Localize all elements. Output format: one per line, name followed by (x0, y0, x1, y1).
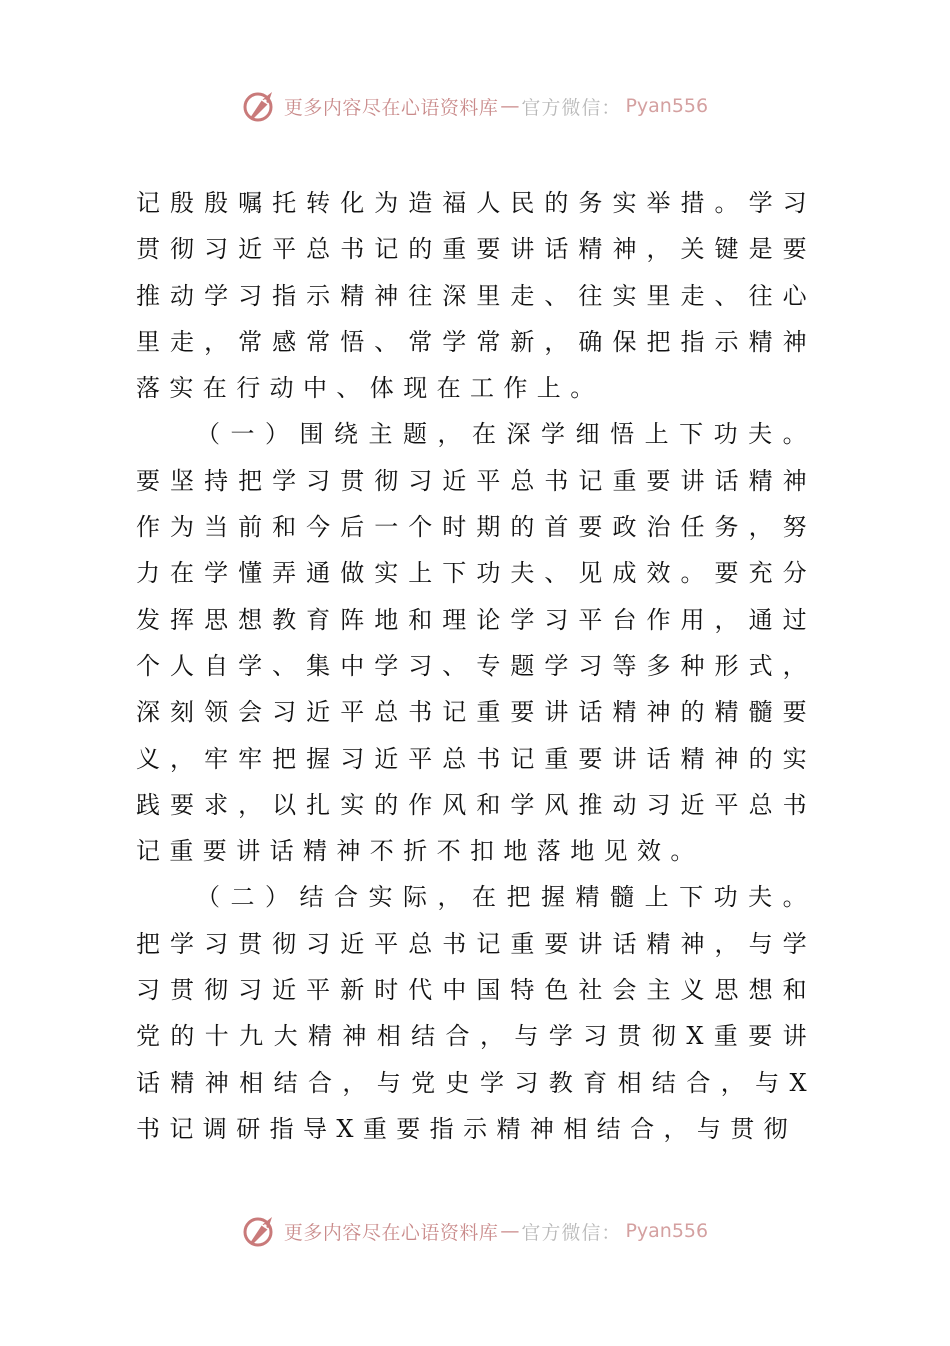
header-banner (0, 84, 950, 128)
wechat-label: 官方微信： (521, 1221, 622, 1244)
site-name: 更多内容尽在心语资料库 (283, 1221, 499, 1244)
wechat-label: 官方微信： (521, 96, 622, 119)
paragraph-1: 记殷殷嘱托转化为造福人民的务实举措。学习贯彻习近平总书记的重要讲话精神，关键是要推动学习指示精神往深里走、往实里走、往心里走，常感常悟、常学常新，确保把指示精神落实在行动中、体现在工作上。 (136, 189, 816, 403)
wechat-id: Pyan556 (625, 95, 709, 117)
wechat-id: Pyan556 (625, 1220, 709, 1242)
footer-banner (0, 1209, 950, 1253)
pen-nib-circle-icon (242, 88, 278, 124)
banner-separator: — (500, 1220, 520, 1242)
paragraph-3: （二）结合实际，在把握精髓上下功夫。把学习贯彻习近平总书记重要讲话精神，与学习贯彻习近平新时代中国特色社会主义思想和党的十九大精神相结合，与学习贯彻X重要讲话精神相结合，与党史学习教育相结合，与X书记调研指导X重要指示精神相结合，与贯彻 (136, 883, 816, 1143)
pen-nib-circle-icon (242, 1213, 278, 1249)
document-body (136, 180, 816, 1152)
site-name: 更多内容尽在心语资料库 (283, 96, 499, 119)
banner-separator: — (500, 95, 520, 117)
paragraph-2: （一）围绕主题，在深学细悟上下功夫。要坚持把学习贯彻习近平总书记重要讲话精神作为当前和今后一个时期的首要政治任务，努力在学懂弄通做实上下功夫、见成效。要充分发挥思想教育阵地和理论学习平台作用，通过个人自学、集中学习、专题学习等多种形式，深刻领会习近平总书记重要讲话精神的精髓要义，牢牢把握习近平总书记重要讲话精神的实践要求，以扎实的作风和学风推动习近平总书记重要讲话精神不折不扣地落地见效。 (136, 420, 816, 866)
